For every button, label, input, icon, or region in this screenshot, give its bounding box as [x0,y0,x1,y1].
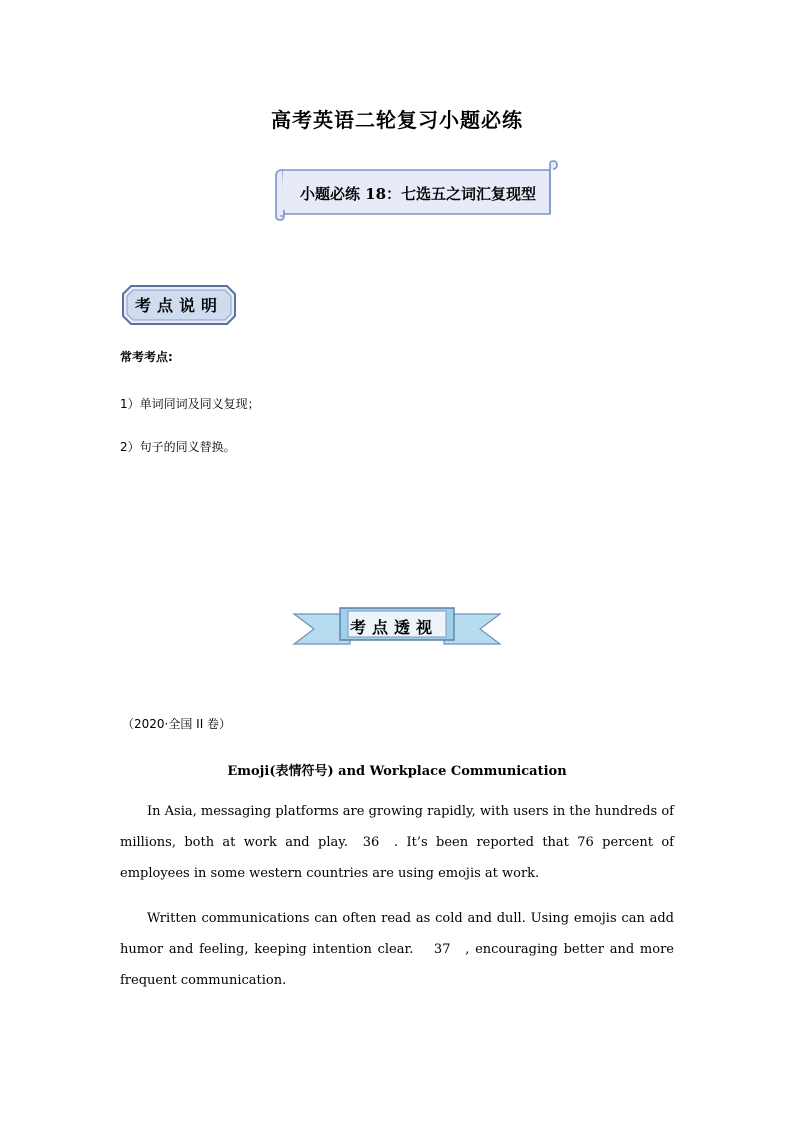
paragraph-text: . It’s been reported that 76 percent of employees in some western countries are using emojis at work. [120,835,674,881]
section-ribbon-label: 考点透视 [349,618,438,637]
section-badge-label: 考点说明 [134,296,223,315]
paragraph-text: , encouraging better and more frequent communication. [120,942,674,988]
page-title: 高考英语二轮复习小题必练 [271,108,523,132]
paragraph [120,903,674,996]
paragraph [120,796,674,889]
paragraph-text: Written communications can often read as cold and dull. Using emojis can add humor and feeling, keeping intention clear. [120,911,674,957]
answer-blank: 36 [362,835,380,850]
source-label: （2020·全国 II 卷） [122,717,232,731]
point-item: 1）单词同词及同义复现； [120,397,260,411]
point-item: 2）句子的同义替换。 [120,440,236,454]
scroll-title: 小题必练 18：七选五之词汇复现型 [299,185,537,203]
passage-title: Emoji(表情符号) and Workplace Communication [227,764,567,779]
points-label: 常考考点: [120,350,173,364]
answer-blank: 37 [433,942,451,957]
paragraph-text: In Asia, messaging platforms are growing rapidly, with users in the hundreds of millions, both at work and play. [120,804,674,850]
